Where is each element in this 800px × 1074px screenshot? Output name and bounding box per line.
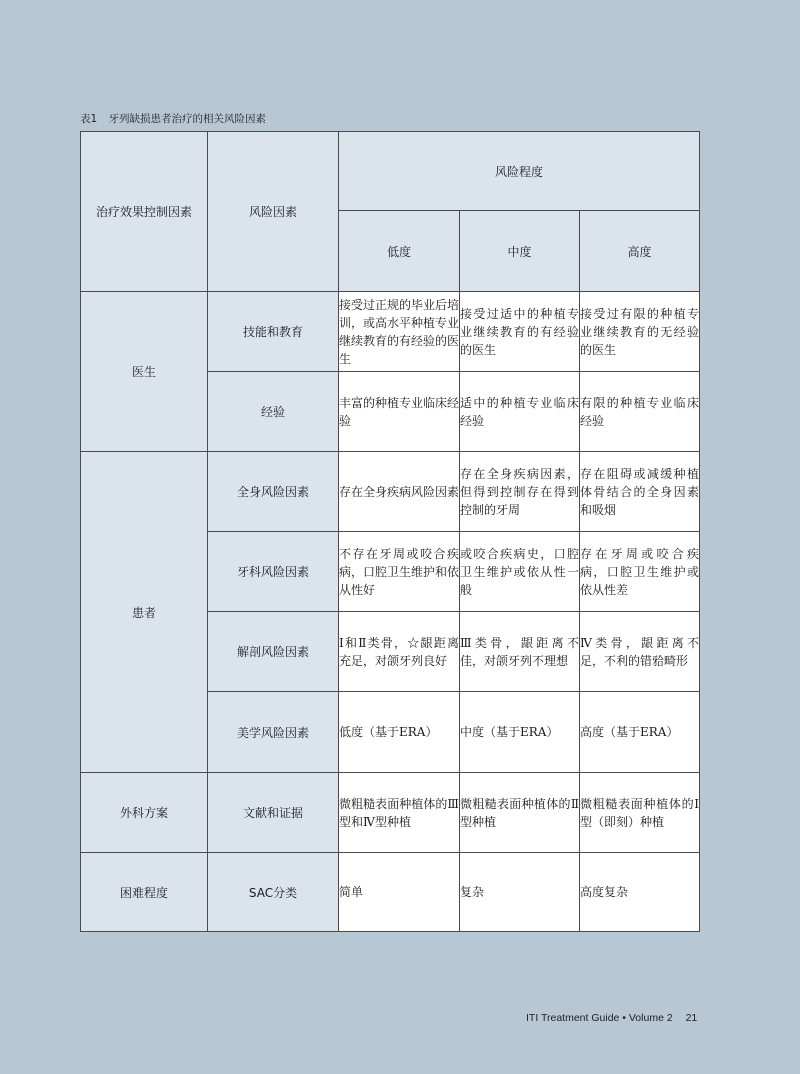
- cell-high: 存在阻碍或减缓种植体骨结合的全身因素和吸烟: [580, 452, 700, 532]
- group-patient: 患者: [81, 452, 208, 773]
- table-number: 表1: [80, 113, 98, 125]
- cell-medium: Ⅲ类骨，龈距离不佳，对颌牙列不理想: [460, 612, 580, 692]
- header-control-factor: 治疗效果控制因素: [81, 132, 208, 292]
- factor-label: 牙科风险因素: [208, 532, 339, 612]
- table-row: [81, 853, 700, 932]
- factor-label: SAC分类: [208, 853, 339, 932]
- cell-high: Ⅳ类骨，龈距离不足，不利的错𬌗畸形: [580, 612, 700, 692]
- cell-high: 有限的种植专业临床经验: [580, 372, 700, 452]
- factor-label: 经验: [208, 372, 339, 452]
- cell-high: 存在牙周或咬合疾病，口腔卫生维护或依从性差: [580, 532, 700, 612]
- cell-low: 存在全身疾病风险因素: [339, 452, 460, 532]
- group-difficulty: 困难程度: [81, 853, 208, 932]
- cell-medium: 存在全身疾病因素，但得到控制存在得到控制的牙周: [460, 452, 580, 532]
- group-surgery: 外科方案: [81, 773, 208, 853]
- risk-factor-table: [80, 131, 700, 932]
- factor-label: 技能和教育: [208, 292, 339, 372]
- cell-medium: 微粗糙表面种植体的Ⅱ型种植: [460, 773, 580, 853]
- cell-low: 丰富的种植专业临床经验: [339, 372, 460, 452]
- cell-low: 低度（基于ERA）: [339, 692, 460, 773]
- page-number: 21: [685, 1012, 698, 1024]
- header-medium: 中度: [460, 211, 580, 292]
- cell-low: 微粗糙表面种植体的Ⅲ型和Ⅳ型种植: [339, 773, 460, 853]
- factor-label: 解剖风险因素: [208, 612, 339, 692]
- cell-low: Ⅰ和Ⅱ类骨，☆龈距离充足，对颌牙列良好: [339, 612, 460, 692]
- factor-label: 文献和证据: [208, 773, 339, 853]
- table-row: [81, 773, 700, 853]
- cell-low: 接受过正规的毕业后培训，或高水平种植专业继续教育的有经验的医生: [339, 292, 460, 372]
- cell-medium: 中度（基于ERA）: [460, 692, 580, 773]
- group-doctor: 医生: [81, 292, 208, 452]
- table-row: [81, 292, 700, 372]
- header-low: 低度: [339, 211, 460, 292]
- table-title: 牙列缺损患者治疗的相关风险因素: [108, 113, 267, 125]
- cell-high: 接受过有限的种植专业继续教育的无经验的医生: [580, 292, 700, 372]
- cell-high: 微粗糙表面种植体的Ⅰ型（即刻）种植: [580, 773, 700, 853]
- factor-label: 全身风险因素: [208, 452, 339, 532]
- table-row: [81, 452, 700, 532]
- page-footer: [526, 1012, 697, 1024]
- cell-medium: 或咬合疾病史，口腔卫生维护或依从性一般: [460, 532, 580, 612]
- factor-label: 美学风险因素: [208, 692, 339, 773]
- header-risk-level: 风险程度: [339, 132, 700, 211]
- cell-medium: 适中的种植专业临床经验: [460, 372, 580, 452]
- header-high: 高度: [580, 211, 700, 292]
- cell-low: 简单: [339, 853, 460, 932]
- cell-high: 高度（基于ERA）: [580, 692, 700, 773]
- cell-medium: 接受过适中的种植专业继续教育的有经验的医生: [460, 292, 580, 372]
- cell-medium: 复杂: [460, 853, 580, 932]
- header-risk-factor: 风险因素: [208, 132, 339, 292]
- cell-low: 不存在牙周或咬合疾病，口腔卫生维护和依从性好: [339, 532, 460, 612]
- cell-high: 高度复杂: [580, 853, 700, 932]
- table-caption: [80, 111, 266, 126]
- footer-text: ITI Treatment Guide • Volume 2: [526, 1012, 673, 1024]
